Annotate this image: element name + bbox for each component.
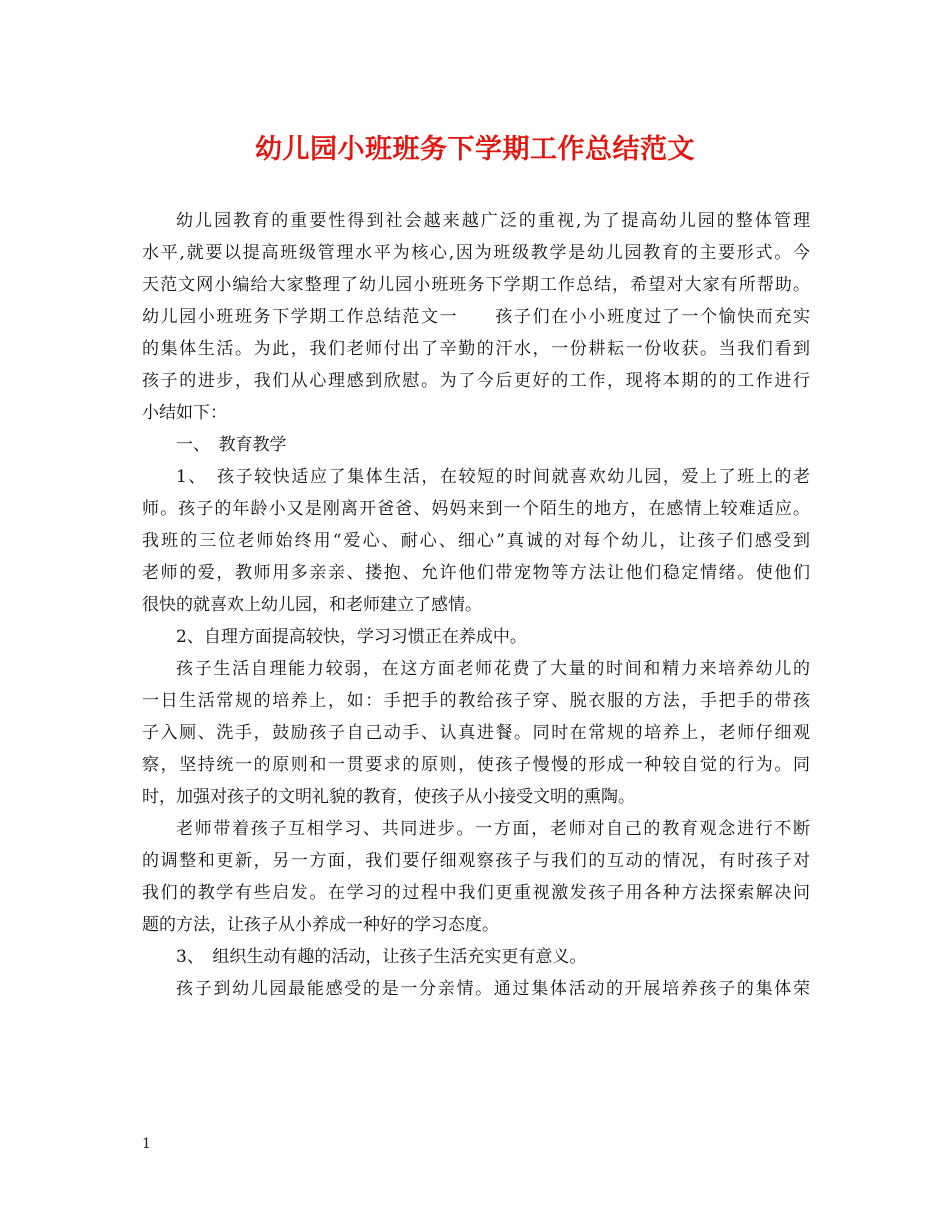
- body-text-line: 我班的三位老师始终用“爱心、耐心、细心”真诚的对每个幼儿，让孩子们感受到: [142, 531, 810, 551]
- body-text-line: 孩子的进步，我们从心理感到欣慰。为了今后更好的工作，现将本期的的工作进行: [142, 371, 810, 391]
- body-text-line: 水平,就要以提高班级管理水平为核心,因为班级教学是幼儿园教育的主要形式。今: [142, 243, 810, 263]
- body-text-line: 察，坚持统一的原则和一贯要求的原则，使孩子慢慢的形成一种较自觉的行为。同: [142, 755, 810, 775]
- body-text-line: 3、 组织生动有趣的活动，让孩子生活充实更有意义。: [176, 947, 587, 967]
- body-text-line: 老师的爱，教师用多亲亲、搂抱、允许他们带宠物等方法让他们稳定情绪。使他们: [142, 563, 810, 583]
- body-text-line: 时，加强对孩子的文明礼貌的教育，使孩子从小接受文明的熏陶。: [142, 787, 635, 807]
- body-text-line: 子入厕、洗手，鼓励孩子自己动手、认真进餐。同时在常规的培养上，老师仔细观: [142, 723, 810, 743]
- body-text-line: 题的方法，让孩子从小养成一种好的学习态度。: [142, 915, 499, 935]
- body-text-line: 幼儿园小班班务下学期工作总结范文一 孩子们在小小班度过了一个愉快而充实: [142, 307, 810, 327]
- body-text-line: 1、 孩子较快适应了集体生活，在较短的时间就喜欢幼儿园，爱上了班上的老: [176, 467, 810, 487]
- body-text-line: 一、 教育教学: [176, 435, 287, 455]
- body-text-line: 小结如下：: [142, 403, 227, 423]
- body-text-line: 孩子生活自理能力较弱，在这方面老师花费了大量的时间和精力来培养幼儿的: [176, 659, 810, 679]
- body-text-line: 的集体生活。为此，我们老师付出了辛勤的汗水，一份耕耘一份收获。当我们看到: [142, 339, 810, 359]
- document-title: 幼儿园小班班务下学期工作总结范文: [255, 134, 695, 165]
- body-text-line: 我们的教学有些启发。在学习的过程中我们更重视激发孩子用各种方法探索解决问: [142, 883, 810, 903]
- body-text-line: 很快的就喜欢上幼儿园，和老师建立了感情。: [142, 595, 482, 615]
- document-body: [142, 205, 810, 1005]
- body-text-line: 2、自理方面提高较快，学习习惯正在养成中。: [176, 627, 527, 647]
- body-text-line: 孩子到幼儿园最能感受的是一分亲情。通过集体活动的开展培养孩子的集体荣: [176, 979, 810, 999]
- body-text-line: 一日生活常规的培养上，如：手把手的教给孩子穿、脱衣服的方法，手把手的带孩: [142, 691, 810, 711]
- body-text-line: 幼儿园教育的重要性得到社会越来越广泛的重视,为了提高幼儿园的整体管理: [176, 211, 810, 231]
- body-text-line: 的调整和更新，另一方面，我们要仔细观察孩子与我们的互动的情况，有时孩子对: [142, 851, 810, 871]
- page-number: 1: [142, 1136, 151, 1152]
- body-text-line: 老师带着孩子互相学习、共同进步。一方面，老师对自己的教育观念进行不断: [176, 819, 810, 839]
- body-text-line: 师。孩子的年龄小又是刚离开爸爸、妈妈来到一个陌生的地方，在感情上较难适应。: [142, 499, 810, 519]
- body-text-line: 天范文网小编给大家整理了幼儿园小班班务下学期工作总结，希望对大家有所帮助。: [142, 275, 810, 295]
